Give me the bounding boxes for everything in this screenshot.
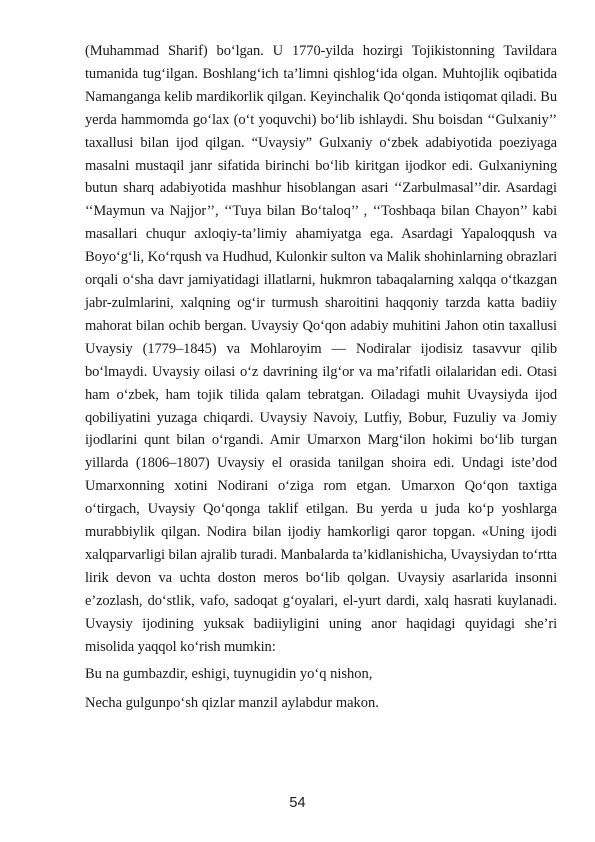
body-paragraph: (Muhammad Sharif) bo‘lgan. U 1770-yilda hozirgi Tojikistonning Tavildara tumanida tug‘ilgan. Boshlang‘ich ta’limni qishlog‘ida olgan. Muhtojlik oqibatida Namanganga kelib mardikorlik qilgan. Keyinchalik Qo‘qonda istiqomat qiladi. Bu yerda hammomda go‘lax (o‘t yoquvchi) bo‘lib ishlaydi. Shu boisdan ‘‘Gulxaniy’’ taxallusi bilan ijod qilgan. “Uvaysiy” Gulxaniy o‘zbek adabiyotida poeziyaga masalni mustaqil janr sifatida birinchi bo‘lib kiritgan ijodkor edi. Gulxaniyning butun sharq adabiyotida mashhur hisoblangan asari ‘‘Zarbulmasal’’dir. Asardagi ‘‘Maymun va Najjor’’, ‘‘Tuya bilan Bo‘taloq’’ , ‘‘Toshbaqa bilan Chayon’’ kabi masallari chuqur axloqiy-ta’limiy ahamiyatga ega. Asardagi Yapaloqqush va Boyo‘g‘li, Ko‘rqush va Hudhud, Kulonkir sulton va Malik shohinlarning obrazlari orqali o‘sha davr jamiyatidagi illatlarni, hukmron tabaqalarning xalqqa o‘tkazgan jabr-zulmlarini, xalqning og‘ir turmush sharoitini haqqoniy tarzda katta badiiy mahorat bilan ochib bergan. Uvaysiy Qo‘qon adabiy muhitini Jahon otin taxallusi Uvaysiy (1779–1845) va Mohlaroyim — Nodiralar ijodisiz tasavvur qilib bo‘lmaydi. Uvaysiy oilasi o‘z davrining ilg‘or va ma’rifatli oilalaridan edi. Otasi ham o‘zbek, ham tojik tilida qalam tebratgan. Oiladagi muhit Uvaysiyda ijod qobiliyatini yuzaga chiqardi. Uvaysiy Navoiy, Lutfiy, Bobur, Fuzuliy va Jomiy ijodlarini qunt bilan o‘rgandi. Amir Umarxon Marg‘ilon hokimi bo‘lib turgan yillarda (1806–1807) Uvaysiy el orasida tanilgan shoira edi. Undagi iste’dod Umarxonning xotini Nodirani o‘ziga rom etgan. Umarxon Qo‘qon taxtiga o‘tirgach, Uvaysiy Qo‘qonga taklif etilgan. Bu yerda u juda ko‘p yoshlarga murabbiylik qilgan. Nodira bilan ijodiy hamkorligi qaror topgan. «Uning ijodi xalqparvarligi bilan ajralib turadi. Manbalarda ta’kidlanishicha, Uvaysiydan to‘rtta lirik devon va uchta doston meros bo‘lib qolgan. Uvaysiy asarlarida insonni e’zozlash, do‘stlik, vafo, sadoqat g‘oyalari, el-yurt dardi, xalq hasrati kuylanadi. Uvaysiy ijodining yuksak badiiyligini uning anor haqidagi quyidagi she’ri misolida yaqqol ko‘rish mumkin: bbox=[85, 43, 557, 655]
page-content bbox=[85, 40, 557, 715]
verse-line-1: Bu na gumbazdir, eshigi, tuynugidin yo‘q nishon, bbox=[85, 666, 373, 683]
page-number: 54 bbox=[289, 795, 306, 811]
verse-line-2: Necha gulgunpo‘sh qizlar manzil aylabdur makon. bbox=[85, 695, 379, 712]
